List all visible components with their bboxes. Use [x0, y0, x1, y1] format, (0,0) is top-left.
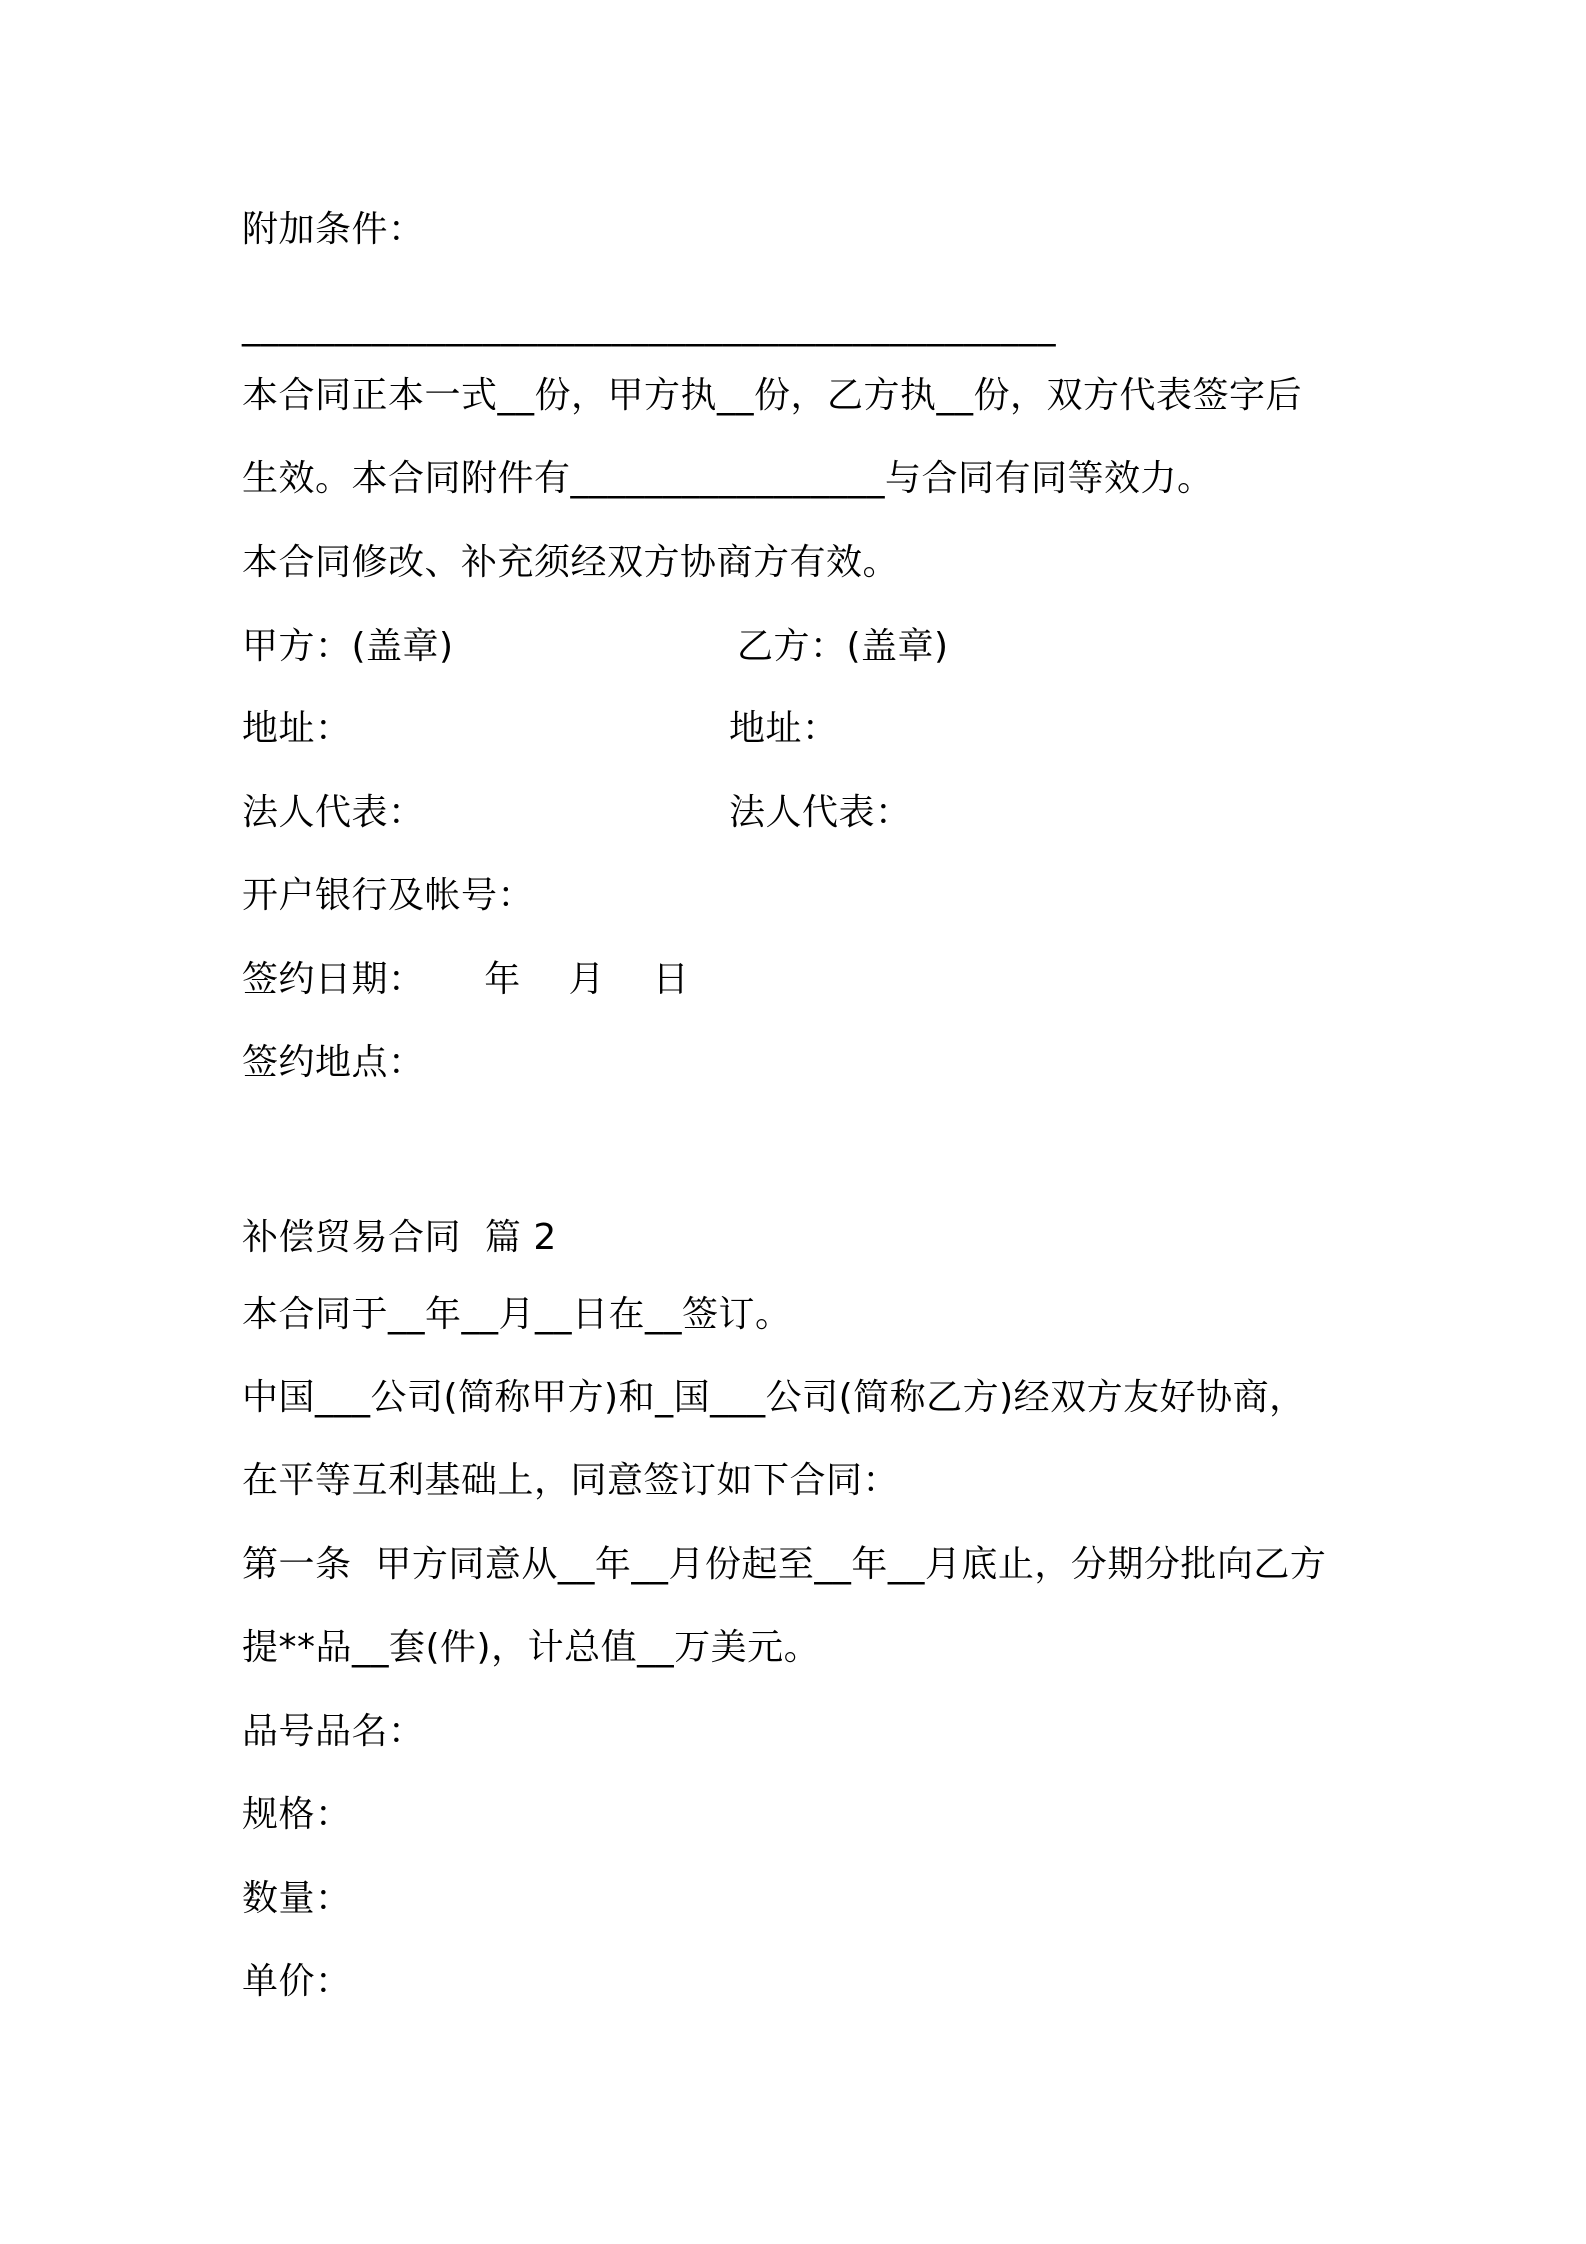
signing-date: 签约日期： 年 月 日 — [242, 959, 690, 1000]
parties-intro-cont: 在平等互利基础上，同意签订如下合同： — [242, 1460, 900, 1501]
article-one-cont: 提**品__套(件)，计总值__万美元。 — [242, 1627, 821, 1668]
bank-account-label: 开户银行及帐号： — [242, 875, 535, 916]
party-a-address: 地址： — [242, 708, 352, 749]
article-one: 第一条 甲方同意从__年__月份起至__年__月底止，分期分批向乙方 — [242, 1544, 1327, 1585]
signed-on-clause: 本合同于__年__月__日在__签订。 — [242, 1294, 792, 1335]
effect-clause: 生效。本合同附件有_________________与合同有同等效力。 — [242, 458, 1214, 499]
party-b-address: 地址： — [729, 708, 839, 749]
party-a-legal-rep: 法人代表： — [242, 792, 425, 833]
amendment-clause: 本合同修改、补充须经双方协商方有效。 — [242, 542, 900, 583]
additional-conditions-label: 附加条件： — [242, 209, 425, 250]
party-a-seal: 甲方：(盖章) — [242, 626, 454, 667]
specification-label: 规格： — [242, 1794, 352, 1835]
copies-clause: 本合同正本一式__份，甲方执__份，乙方执__份，双方代表签字后 — [242, 375, 1303, 416]
section-title: 补偿贸易合同 篇 2 — [242, 1217, 557, 1258]
parties-intro: 中国___公司(简称甲方)和_国___公司(简称乙方)经双方友好协商， — [242, 1377, 1306, 1418]
unit-price-label: 单价： — [242, 1961, 352, 2002]
signing-place: 签约地点： — [242, 1042, 425, 1083]
product-name-label: 品号品名： — [242, 1711, 425, 1752]
quantity-label: 数量： — [242, 1878, 352, 1919]
blank-rule: ____________________________________________ — [242, 306, 1056, 347]
party-b-legal-rep: 法人代表： — [729, 792, 912, 833]
party-b-seal: 乙方：(盖章) — [737, 626, 949, 667]
